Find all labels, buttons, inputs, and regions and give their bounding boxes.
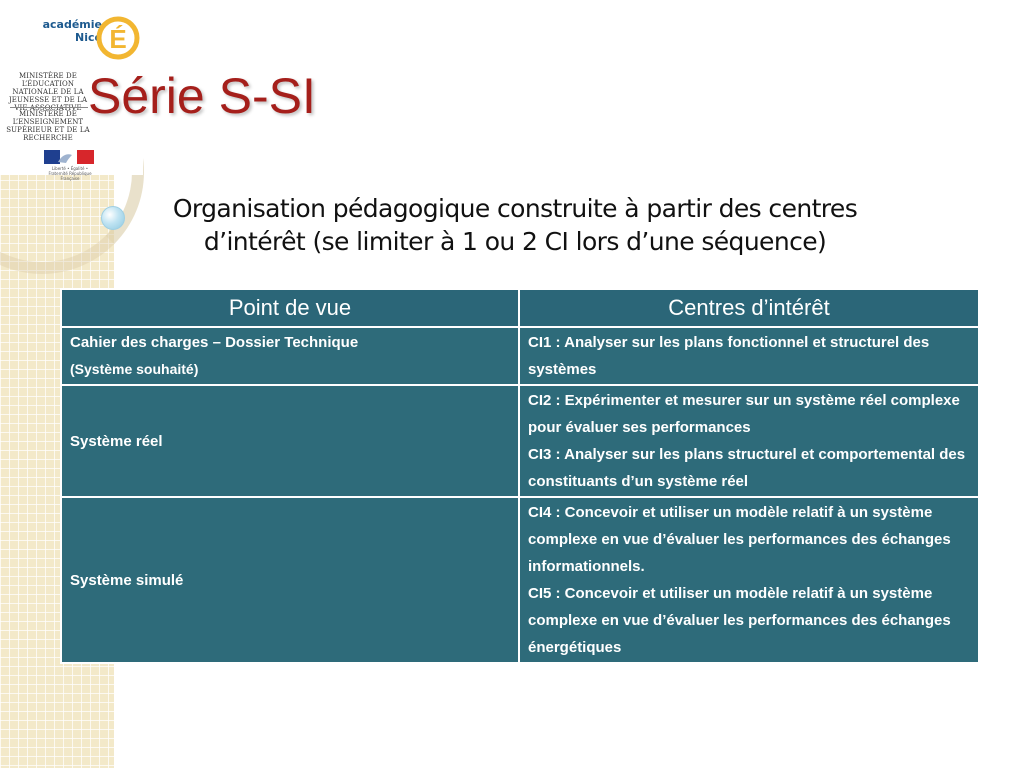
- ci-item: CI1 : Analyser sur les plans fonctionnel et structurel des systèmes: [528, 334, 930, 378]
- ci-cell: [519, 497, 979, 663]
- slide-subtitle: Organisation pédagogique construite à partir des centres d’intérêt (se limiter à 1 ou 2 CI lors d’une séquence): [172, 194, 858, 256]
- ministry-divider: [10, 107, 88, 108]
- view-label: Système réel: [70, 432, 163, 450]
- view-cell-cahier-des-charges: [61, 327, 519, 385]
- header-point-de-vue: Point de vue: [61, 289, 519, 327]
- view-label: Cahier des charges – Dossier Technique: [70, 334, 359, 351]
- academie-e-letter: É: [109, 24, 127, 54]
- view-cell-systeme-simule: [61, 497, 519, 663]
- slide-title: Série S-SI: [88, 68, 316, 124]
- ministry-education-label: MINISTÈRE DE L’ÉDUCATION NATIONALE DE LA JEUNESSE ET DE LA VIE ASSOCIATIVE: [8, 72, 88, 112]
- table-row: [61, 497, 979, 663]
- view-cell-systeme-reel: [61, 385, 519, 497]
- header-centres-interet: Centres d’intérêt: [519, 289, 979, 327]
- table-row: [61, 327, 979, 385]
- table-row: [61, 385, 979, 497]
- interest-centers-table: [60, 288, 980, 664]
- academie-nice-logo-text: [38, 18, 102, 44]
- table-header-row: [61, 289, 979, 327]
- nice-label: Nice: [75, 31, 102, 44]
- ci-cell: [519, 385, 979, 497]
- view-label: Système simulé: [70, 571, 184, 589]
- ci-item: CI2 : Expérimenter et mesurer sur un système réel complexe pour évaluer ses performances: [528, 392, 960, 436]
- ministry-research-label: MINISTÈRE DE L’ENSEIGNEMENT SUPÉRIEUR ET DE LA RECHERCHE: [6, 110, 90, 142]
- view-sublabel: (Système souhaité): [70, 361, 199, 377]
- marianne-flag-logo-icon: [44, 150, 94, 164]
- academie-label: académie: [42, 18, 102, 31]
- ci-item: CI4 : Concevoir et utiliser un modèle relatif à un système complexe en vue d’évaluer les performances des échanges informationnels.: [528, 504, 951, 575]
- republique-francaise-label: Liberté • Égalité • Fraternité République Française: [48, 166, 92, 181]
- ci-item: CI3 : Analyser sur les plans structurel et comportemental des constituants d’un système réel: [528, 446, 966, 490]
- academie-e-logo-icon: [96, 8, 142, 60]
- ci-cell: [519, 327, 979, 385]
- ci-item: CI5 : Concevoir et utiliser un modèle relatif à un système complexe en vue d’évaluer les performances des échanges énergétiques: [528, 585, 951, 656]
